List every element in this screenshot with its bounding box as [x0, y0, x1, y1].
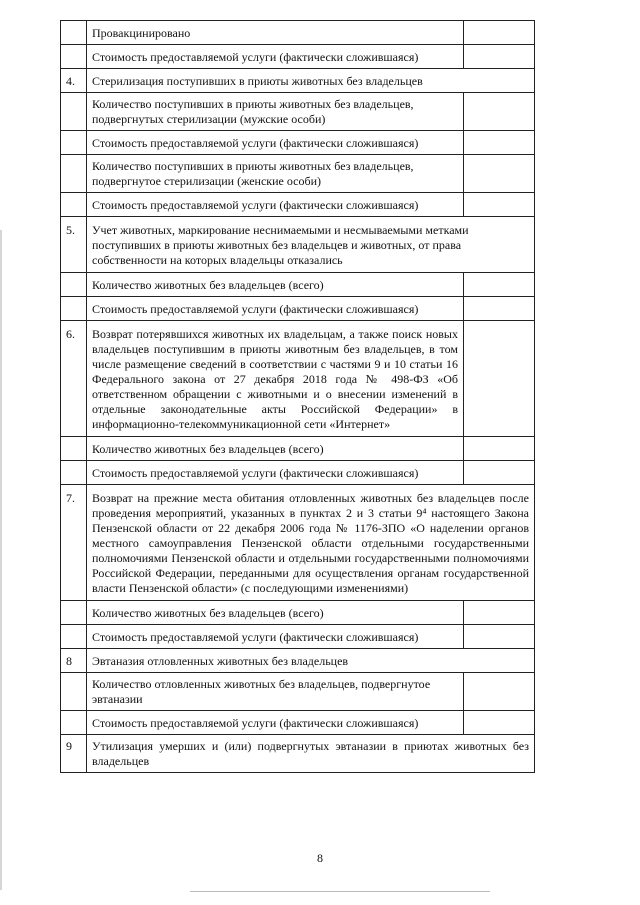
- table-row: [61, 461, 535, 485]
- row-number: 5.: [61, 217, 87, 273]
- section-title: Учет животных, маркирование неснимаемыми и несмываемыми метками поступивших в приюты животных без владельцев и животных, от права собственности на которых владельцы отказались: [87, 217, 535, 273]
- table-row: [61, 673, 535, 711]
- value-cell: [464, 601, 535, 625]
- scan-artifact-line: [190, 891, 490, 892]
- value-cell: [464, 45, 535, 69]
- value-cell: [464, 93, 535, 131]
- section-row: [61, 735, 535, 773]
- table-row: [61, 45, 535, 69]
- row-text: Количество поступивших в приюты животных без владельцев, подвергнутых стерилизации (мужские особи): [87, 93, 464, 131]
- row-text: Стоимость предоставляемой услуги (фактически сложившаяся): [87, 625, 464, 649]
- row-text: Количество поступивших в приюты животных без владельцев, подвергнутое стерилизации (женские особи): [87, 155, 464, 193]
- table-row: [61, 297, 535, 321]
- section-row: [61, 485, 535, 601]
- row-text: Стоимость предоставляемой услуги (фактически сложившаяся): [87, 45, 464, 69]
- row-text: Количество животных без владельцев (всего): [87, 601, 464, 625]
- value-cell: [464, 297, 535, 321]
- value-cell: [464, 273, 535, 297]
- table-row: [61, 155, 535, 193]
- row-text: Стоимость предоставляемой услуги (фактически сложившаяся): [87, 131, 464, 155]
- section-row: [61, 321, 535, 437]
- row-text: Стоимость предоставляемой услуги (фактически сложившаяся): [87, 711, 464, 735]
- table-row: [61, 625, 535, 649]
- row-number: [61, 437, 87, 461]
- value-cell: [464, 131, 535, 155]
- section-row: [61, 649, 535, 673]
- value-cell: [464, 673, 535, 711]
- value-cell: [464, 437, 535, 461]
- section-row: [61, 69, 535, 93]
- row-number: 9: [61, 735, 87, 773]
- section-title: Эвтаназия отловленных животных без владельцев: [87, 649, 535, 673]
- row-number: [61, 155, 87, 193]
- row-number: [61, 45, 87, 69]
- indicators-table: [60, 20, 535, 773]
- section-title: Стерилизация поступивших в приюты животных без владельцев: [87, 69, 535, 93]
- table-row: [61, 273, 535, 297]
- row-number: 7.: [61, 485, 87, 601]
- row-number: 4.: [61, 69, 87, 93]
- value-cell: [464, 155, 535, 193]
- row-number: [61, 273, 87, 297]
- table-row: [61, 711, 535, 735]
- section-row: [61, 217, 535, 273]
- row-text: Количество животных без владельцев (всего): [87, 437, 464, 461]
- table-row: [61, 437, 535, 461]
- value-cell: [464, 21, 535, 45]
- table-row: [61, 131, 535, 155]
- row-number: [61, 625, 87, 649]
- row-number: [61, 93, 87, 131]
- row-number: 8: [61, 649, 87, 673]
- row-number: [61, 193, 87, 217]
- value-cell: [464, 193, 535, 217]
- section-title: Утилизация умерших и (или) подвергнутых эвтаназии в приютах животных без владельцев: [87, 735, 535, 773]
- row-text: Стоимость предоставляемой услуги (фактически сложившаяся): [87, 461, 464, 485]
- row-number: [61, 601, 87, 625]
- table-row: [61, 601, 535, 625]
- value-cell: [464, 321, 535, 437]
- row-number: [61, 297, 87, 321]
- scan-edge-mark: [0, 230, 2, 890]
- row-text: Количество животных без владельцев (всего): [87, 273, 464, 297]
- row-number: [61, 21, 87, 45]
- row-text: Стоимость предоставляемой услуги (фактически сложившаяся): [87, 297, 464, 321]
- table-row: [61, 93, 535, 131]
- value-cell: [464, 461, 535, 485]
- row-number: [61, 131, 87, 155]
- value-cell: [464, 711, 535, 735]
- row-number: [61, 461, 87, 485]
- row-text: Количество отловленных животных без владельцев, подвергнутое эвтаназии: [87, 673, 464, 711]
- row-text: Стоимость предоставляемой услуги (фактически сложившаяся): [87, 193, 464, 217]
- table-row: [61, 21, 535, 45]
- table-row: [61, 193, 535, 217]
- row-text: Провакцинировано: [87, 21, 464, 45]
- row-number: [61, 711, 87, 735]
- row-number: 6.: [61, 321, 87, 437]
- section-title: Возврат потерявшихся животных их владельцам, а также поиск новых владельцев поступившим в приюты животным без владельцев, в том числе размещение сведений в соответствии с частями 9 и 10 статьи 16 Федерального закона от 27 декабря 2018 года № 498-ФЗ «Об ответственном обращении с животными и о внесении изменений в отдельные законодательные акты Российской Федерации» в информационно-телекоммуникационной сети «Интернет»: [87, 321, 464, 437]
- section-title: Возврат на прежние места обитания отловленных животных без владельцев после проведения мероприятий, указанных в пунктах 2 и 3 статьи 9⁴ настоящего Закона Пензенской области от 22 декабря 2006 года № 1176-ЗПО «О наделении органов местного самоуправления Пензенской области отдельными государственными полномочиями Пензенской области и отдельными государственными полномочиями Российской Федерации, переданными для осуществления органам государственной власти Пензенской области» (с последующими изменениями): [87, 485, 535, 601]
- page-number: 8: [317, 851, 323, 865]
- value-cell: [464, 625, 535, 649]
- row-number: [61, 673, 87, 711]
